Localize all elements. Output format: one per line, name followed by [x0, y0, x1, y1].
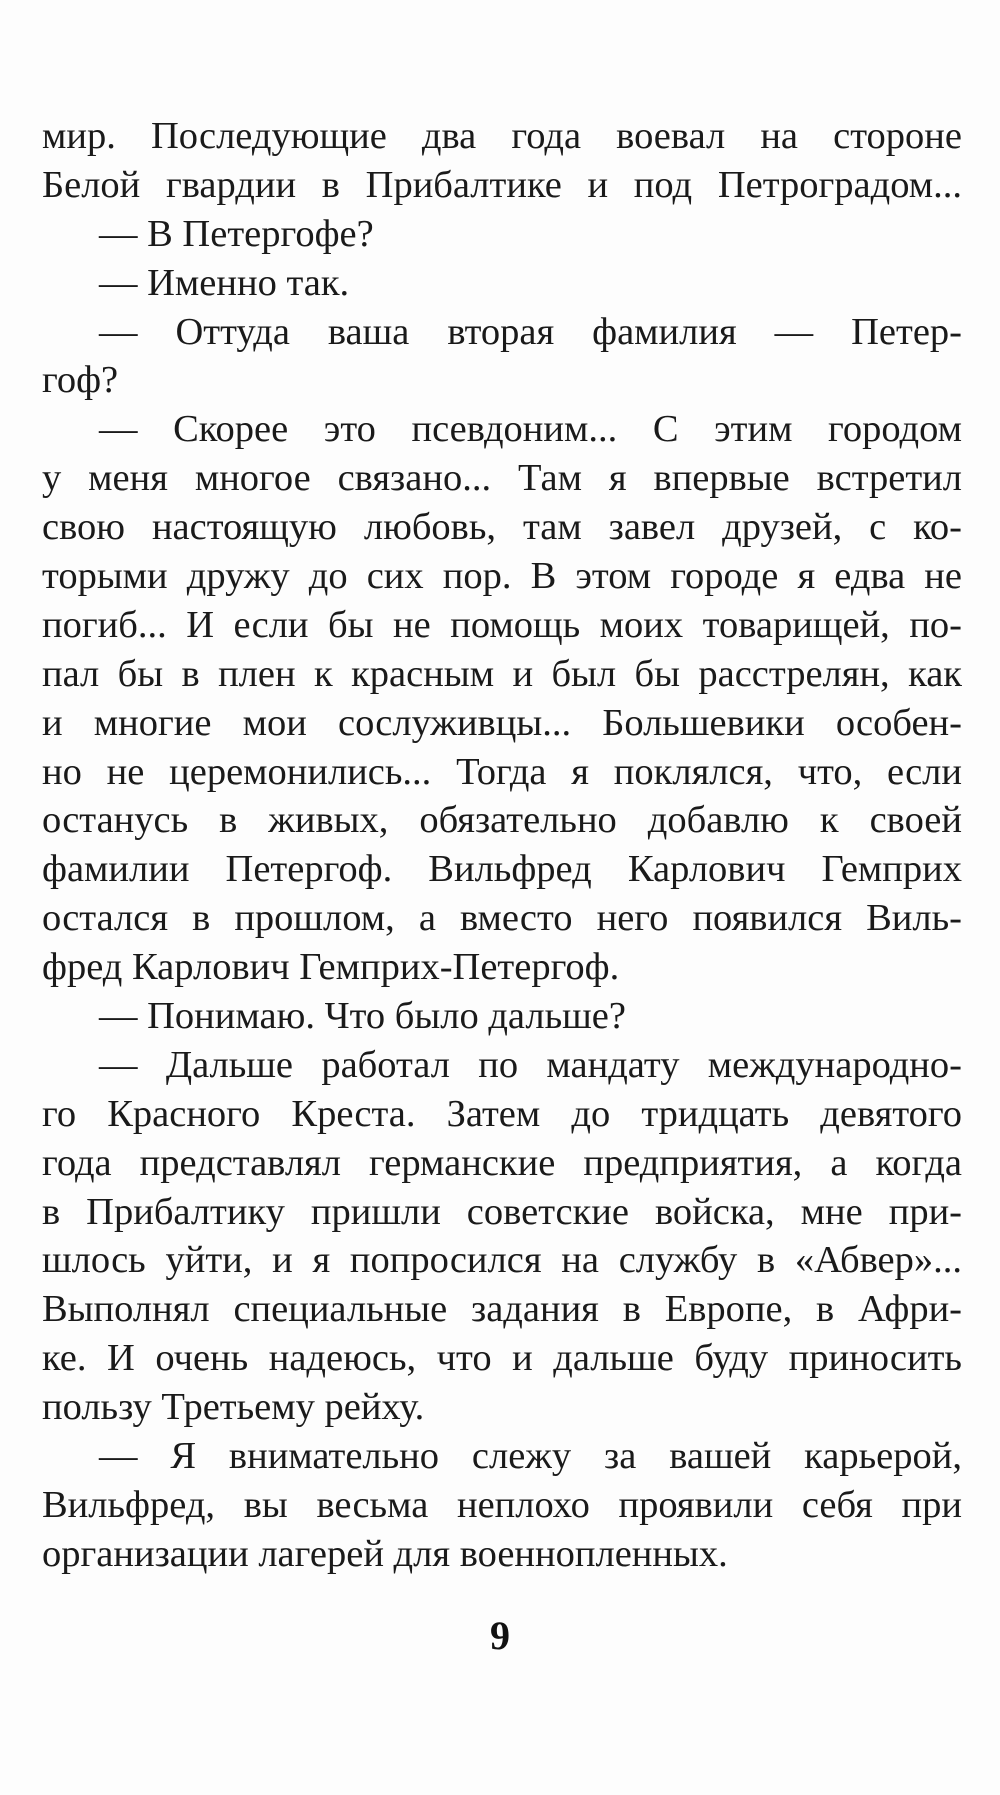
text-line: — Именно так. — [99, 261, 350, 304]
text-line: гоф? — [42, 359, 119, 402]
text-line: организации лагерей для военнопленных. — [42, 1532, 728, 1575]
text-line: и многие мои сослуживцы... Большевики особен- — [42, 701, 962, 744]
text-line: торыми дружу до сих пор. В этом городе я едва не — [42, 555, 962, 598]
text-line: пал бы в плен к красным и был бы расстрелян, как — [42, 652, 962, 695]
text-line: — Дальше работал по мандату международно- — [99, 1043, 962, 1086]
page-number: 9 — [490, 1613, 510, 1658]
text-line: у меня многое связано... Там я впервые встретил — [42, 457, 962, 500]
text-line: погиб... И если бы не помощь моих товарищей, по- — [42, 603, 962, 646]
text-line: но не церемонились... Тогда я поклялся, что, если — [42, 750, 962, 793]
body-text — [42, 112, 962, 1579]
text-line: — Оттуда ваша вторая фамилия — Петер- — [99, 310, 962, 353]
text-line: фамилии Петергоф. Вильфред Карлович Гемприх — [42, 848, 962, 891]
text-line: года представлял германские предприятия, а когда — [42, 1141, 962, 1184]
text-line: свою настоящую любовь, там завел друзей, с ко- — [42, 506, 962, 549]
text-line: — Я внимательно слежу за вашей карьерой, — [99, 1435, 962, 1478]
text-line: пользу Третьему рейху. — [42, 1386, 425, 1429]
text-line: го Красного Креста. Затем до тридцать девятого — [42, 1092, 962, 1135]
text-line: остался в прошлом, а вместо него появился Виль- — [42, 897, 962, 940]
text-line: в Прибалтику пришли советские войска, мне при- — [42, 1190, 962, 1233]
text-line: Вильфред, вы весьма неплохо проявили себя при — [42, 1483, 962, 1526]
text-line: ке. И очень надеюсь, что и дальше буду приносить — [42, 1337, 962, 1380]
text-line: — Понимаю. Что было дальше? — [99, 995, 626, 1038]
text-line: Белой гвардии в Прибалтике и под Петроградом... — [42, 163, 962, 206]
text-line: — Скорее это псевдоним... С этим городом — [99, 408, 962, 451]
text-line: — В Петергофе? — [99, 212, 374, 255]
text-line: Выполнял специальные задания в Европе, в Афри- — [42, 1288, 962, 1331]
text-line: останусь в живых, обязательно добавлю к своей — [42, 799, 962, 842]
text-line: мир. Последующие два года воевал на стороне — [42, 115, 962, 157]
text-line: шлось уйти, и я попросился на службу в «Абвер»... — [42, 1239, 962, 1282]
text-line: фред Карлович Гемприх-Петергоф. — [42, 946, 620, 989]
